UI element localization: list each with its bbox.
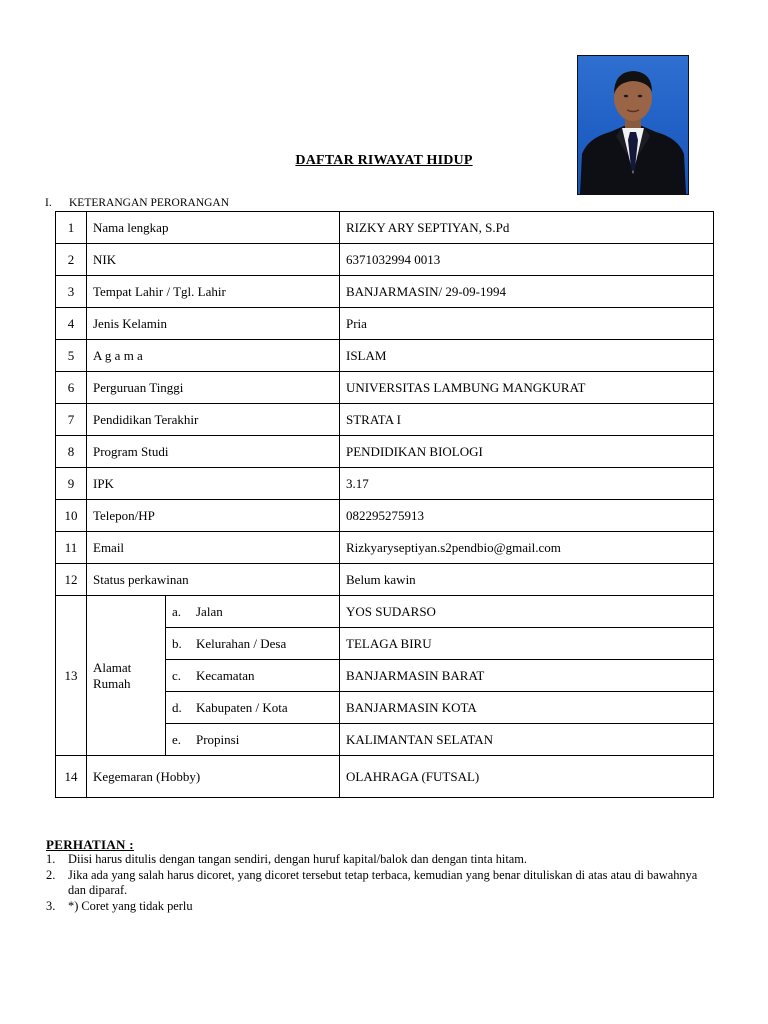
address-label-line2: Rumah	[93, 675, 131, 691]
row-number: 1	[56, 212, 87, 244]
row-value: Rizkyaryseptiyan.s2pendbio@gmail.com	[340, 532, 714, 564]
table-row	[56, 532, 714, 564]
note-number: 1.	[46, 852, 56, 866]
address-letter: d.	[172, 699, 182, 715]
note-text: *) Coret yang tidak perlu	[68, 898, 193, 913]
note-text: Jika ada yang salah harus dicoret, yang dicoret tersebut tetap terbaca, kemudian yang benar dituliskan di atas atau di bawahnya dan diparaf.	[68, 867, 698, 897]
table-row	[56, 404, 714, 436]
address-field	[166, 724, 340, 756]
table-row	[56, 756, 714, 798]
row-value: OLAHRAGA (FUTSAL)	[340, 756, 714, 798]
table-row	[56, 340, 714, 372]
row-number: 8	[56, 436, 87, 468]
row-label: NIK	[87, 244, 340, 276]
table-row	[56, 564, 714, 596]
note-item	[46, 899, 706, 915]
row-label: IPK	[87, 468, 340, 500]
row-label: Kegemaran (Hobby)	[87, 756, 340, 798]
address-letter: c.	[172, 667, 182, 683]
row-label: Tempat Lahir / Tgl. Lahir	[87, 276, 340, 308]
row-number: 4	[56, 308, 87, 340]
address-letter: a.	[172, 603, 182, 619]
row-label: Telepon/HP	[87, 500, 340, 532]
row-number: 2	[56, 244, 87, 276]
address-field	[166, 692, 340, 724]
row-label: Status perkawinan	[87, 564, 340, 596]
table-row	[56, 244, 714, 276]
address-value: TELAGA BIRU	[340, 628, 714, 660]
row-number: 12	[56, 564, 87, 596]
row-value: 3.17	[340, 468, 714, 500]
note-text: Diisi harus ditulis dengan tangan sendiri, dengan huruf kapital/balok dan dengan tinta hitam.	[68, 852, 528, 866]
notes-list	[46, 852, 706, 914]
note-item	[46, 868, 706, 899]
row-value: RIZKY ARY SEPTIYAN, S.Pd	[340, 212, 714, 244]
row-label: Nama lengkap	[87, 212, 340, 244]
row-label: Perguruan Tinggi	[87, 372, 340, 404]
profile-photo	[577, 55, 689, 195]
row-number: 14	[56, 756, 87, 798]
note-item	[46, 852, 706, 868]
notes-heading: PERHATIAN :	[46, 837, 134, 852]
section-label: KETERANGAN PERORANGAN	[69, 197, 230, 209]
row-value: PENDIDIKAN BIOLOGI	[340, 436, 714, 468]
address-label-line1: Alamat	[93, 659, 132, 675]
row-number: 13	[56, 596, 87, 756]
row-value: Pria	[340, 308, 714, 340]
row-value: UNIVERSITAS LAMBUNG MANGKURAT	[340, 372, 714, 404]
address-field-label: Propinsi	[196, 731, 240, 747]
note-number: 2.	[46, 867, 56, 882]
row-number: 5	[56, 340, 87, 372]
row-value: Belum kawin	[340, 564, 714, 596]
address-value: KALIMANTAN SELATAN	[340, 724, 714, 756]
address-value: BANJARMASIN KOTA	[340, 692, 714, 724]
row-value: STRATA I	[340, 404, 714, 436]
document-title: DAFTAR RIWAYAT HIDUP	[295, 153, 473, 168]
personal-info-table	[55, 211, 714, 798]
address-field	[166, 596, 340, 628]
row-value: 082295275913	[340, 500, 714, 532]
table-row	[56, 468, 714, 500]
section-number: I.	[45, 197, 52, 209]
row-number: 7	[56, 404, 87, 436]
table-row	[56, 372, 714, 404]
address-field	[166, 660, 340, 692]
address-field-label: Kecamatan	[196, 667, 255, 683]
row-value: BANJARMASIN/ 29-09-1994	[340, 276, 714, 308]
address-field-label: Kabupaten / Kota	[196, 699, 288, 715]
row-value: ISLAM	[340, 340, 714, 372]
address-field-label: Jalan	[196, 603, 223, 619]
note-number: 3.	[46, 898, 56, 913]
address-field	[166, 628, 340, 660]
row-label: Jenis Kelamin	[87, 308, 340, 340]
table-row	[56, 500, 714, 532]
row-number: 11	[56, 532, 87, 564]
section-heading	[45, 197, 229, 209]
row-number: 9	[56, 468, 87, 500]
row-label: A g a m a	[87, 340, 340, 372]
address-letter: e.	[172, 731, 182, 747]
row-label: Program Studi	[87, 436, 340, 468]
address-value: BANJARMASIN BARAT	[340, 660, 714, 692]
table-row	[56, 212, 714, 244]
row-label: Pendidikan Terakhir	[87, 404, 340, 436]
table-row	[56, 436, 714, 468]
row-number: 10	[56, 500, 87, 532]
address-letter: b.	[172, 635, 182, 651]
row-label: Email	[87, 532, 340, 564]
row-value: 6371032994 0013	[340, 244, 714, 276]
address-field-label: Kelurahan / Desa	[196, 635, 287, 651]
address-value: YOS SUDARSO	[340, 596, 714, 628]
table-row	[56, 276, 714, 308]
row-number: 3	[56, 276, 87, 308]
table-row	[56, 308, 714, 340]
address-row	[56, 596, 714, 628]
row-number: 6	[56, 372, 87, 404]
address-label	[87, 596, 166, 756]
person-portrait-icon	[578, 56, 688, 194]
